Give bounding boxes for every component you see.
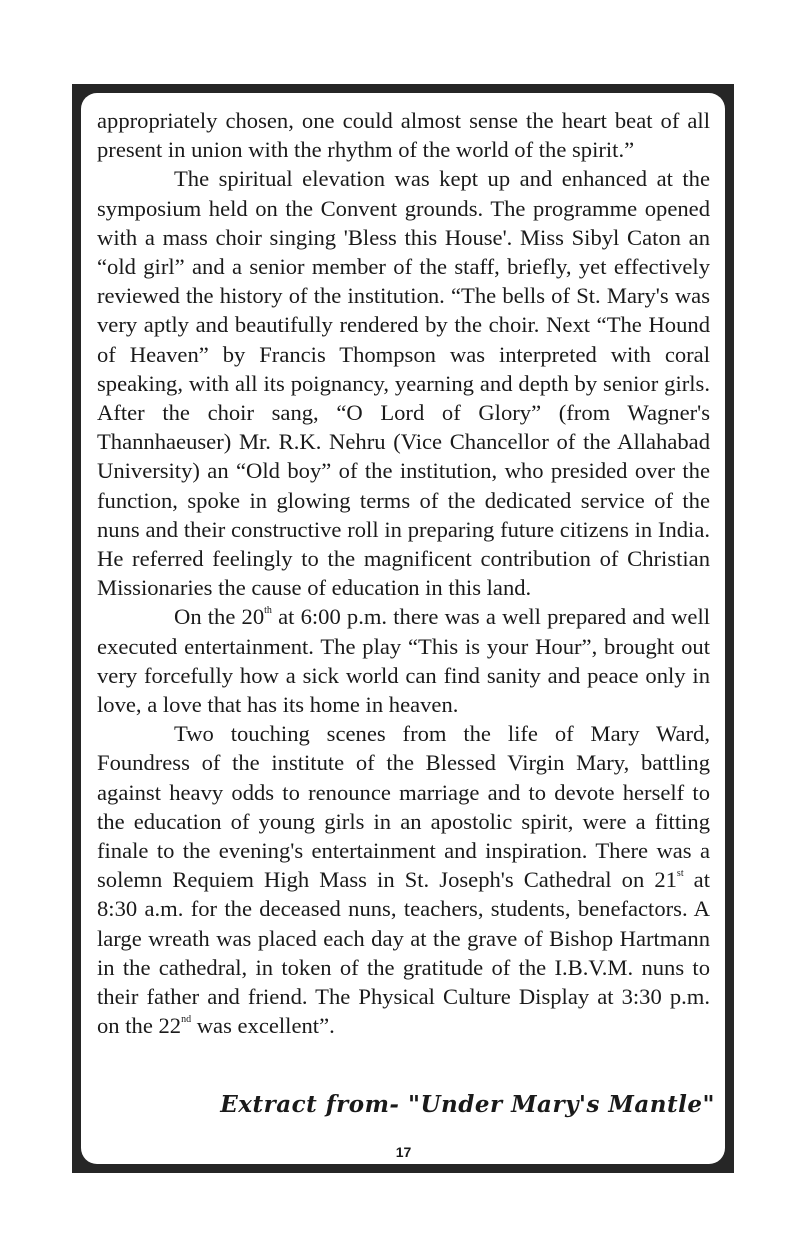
p4-superscript-1: st (676, 868, 684, 880)
p4-text-b: at 8:30 a.m. for the deceased nuns, teachers, students, benefactors. A large wreath was placed each day at the grave of Bishop Hartmann in the cathedral, in token of the gratitude of the I.B.V.M. nuns to their father and friend. The Physical Culture Display at 3:30 p.m. on the 22 (97, 867, 710, 1039)
paragraph-3 (97, 602, 710, 719)
p3-superscript: th (264, 605, 272, 617)
page-number: 17 (395, 1144, 412, 1160)
p3-text-b: at 6:00 p.m. there was a well prepared and well executed entertainment. The play “This is your Hour”, brought out very forcefully how a sick world can find sanity and peace only in love, a love that has its home in heaven. (97, 604, 711, 718)
paragraph-1: appropriately chosen, one could almost sense the heart beat of all present in union with the rhythm of the world of the spirit.” (97, 108, 710, 163)
p4-text-c: was excellent”. (191, 1013, 335, 1039)
p4-text-a: Two touching scenes from the life of Mary Ward, Foundress of the institute of the Blessed Virgin Mary, battling against heavy odds to renounce marriage and to devote herself to the education of young girls in an apostolic spirit, were a fitting finale to the evening's entertainment and inspiration. There was a solemn Requiem High Mass in St. Joseph's Cathedral on 21 (97, 721, 710, 893)
body-text (97, 106, 710, 1041)
p4-superscript-2: nd (181, 1014, 192, 1026)
source-attribution: Extract from- "Under Mary's Mantle" (220, 1091, 715, 1118)
paragraph-4 (97, 719, 710, 1040)
p3-text-a: On the 20 (174, 604, 265, 630)
paragraph-2: The spiritual elevation was kept up and enhanced at the symposium held on the Convent grounds. The programme opened with a mass choir singing 'Bless this House'. Miss Sibyl Caton an “old girl” and a senior member of the staff, briefly, yet effectively reviewed the history of the institution. “The bells of St. Mary's was very aptly and beautifully rendered by the choir. Next “The Hound of Heaven” by Francis Thompson was interpreted with coral speaking, with all its poignancy, yearning and depth by senior girls. After the choir sang, “O Lord of Glory” (from Wagner's Thannhaeuser) Mr. R.K. Nehru (Vice Chancellor of the Allahabad University) an “Old boy” of the institution, who presided over the function, spoke in glowing terms of the dedicated service of the nuns and their constructive roll in preparing future citizens in India. He referred feelingly to the magnificent contribution of Christian Missionaries the cause of education in this land. (97, 166, 710, 601)
